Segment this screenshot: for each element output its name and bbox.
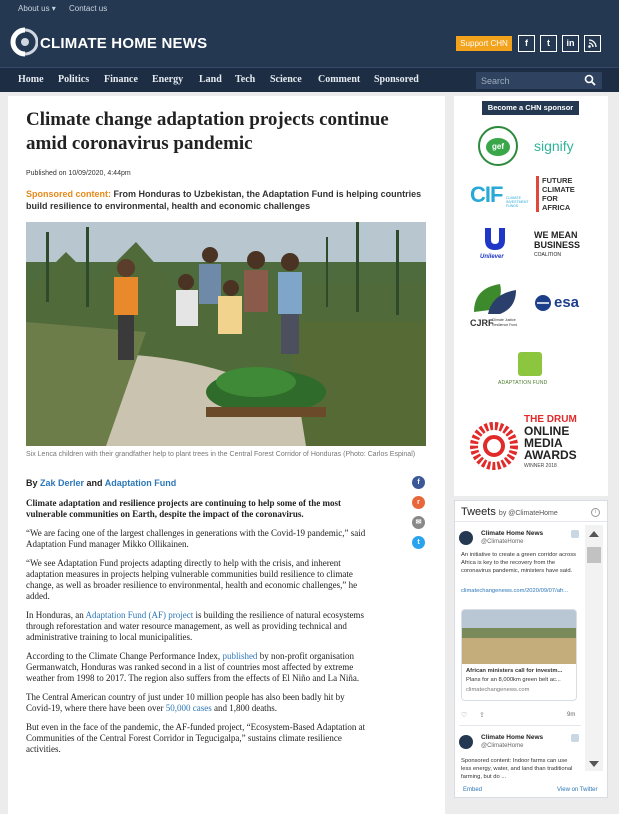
tweet-time[interactable]: 9m [567, 712, 576, 718]
cif-sub: CLIMATE INVESTMENT FUNDS [506, 196, 529, 208]
nav-tech[interactable]: Tech [235, 74, 256, 85]
embed-link[interactable]: Embed [463, 787, 483, 793]
tweet-text: Sponsored content: Indoor farms can use less energy, water, and land than traditional farming, but do ... [461, 758, 573, 780]
twitter-bird-icon [571, 530, 579, 538]
gef-text: gef [486, 138, 510, 156]
nav-finance[interactable]: Finance [104, 74, 138, 85]
site-header [0, 19, 619, 67]
divider [455, 521, 607, 522]
facebook-icon[interactable]: f [518, 35, 535, 52]
text-span: In Honduras, an [26, 610, 86, 620]
tweet-text: An initiative to create a green corridor across Africa is key to the recovery from the coronavirus pandemic, ministers have said. [461, 552, 577, 574]
tweet-list[interactable] [459, 525, 581, 791]
article-photo [26, 222, 426, 446]
wmb-text: WE MEAN BUSINESS [534, 230, 581, 250]
fcfa-bar [536, 176, 539, 212]
tweets-by: by [498, 510, 509, 517]
card-image [462, 610, 577, 664]
drum-winner: WINNER 2018 [524, 463, 557, 469]
tweet-card[interactable] [461, 609, 577, 701]
tweet-author[interactable]: Climate Home News [481, 734, 544, 741]
af-project-link[interactable]: Adaptation Fund (AF) project [85, 610, 194, 620]
tweet-handle[interactable]: @ClimateHome [481, 539, 524, 545]
card-domain: climatechangenews.com [466, 687, 530, 693]
text-span: The Central American country of just under 10 million people has also been badly hit by Covid-19, where there have been over [26, 692, 345, 713]
article-paragraph: “We see Adaptation Fund projects adapting directly to help with the crisis, and inherent adaptation measures in projects helping vulnerable communities build resilience to climate change, as well as broader resilience to environmental, health and economic challenges,” he added. [26, 558, 358, 601]
card-title: African ministers call for investm... [466, 668, 563, 674]
drum-award-logo[interactable] [468, 414, 598, 480]
fcfa-text: FUTURE CLIMATE FOR AFRICA [542, 176, 575, 212]
scroll-up-icon[interactable] [589, 531, 599, 537]
adaptation-fund-logo[interactable] [498, 352, 568, 392]
drum-line3: AWARDS [524, 448, 577, 462]
author-link-zak-derler[interactable]: Zak Derler [40, 478, 85, 488]
article-title: Climate change adaptation projects continue amid coronavirus pandemic [26, 109, 389, 154]
nav-energy[interactable]: Energy [152, 74, 184, 85]
contact-us-link[interactable]: Contact us [69, 4, 108, 13]
signify-logo[interactable]: signify [534, 138, 574, 154]
article [8, 96, 445, 814]
unilever-u-icon [482, 226, 508, 252]
cjrf-leaf-icon [470, 280, 520, 316]
nav-science[interactable]: Science [270, 74, 302, 85]
share-twitter-icon[interactable]: t [412, 536, 425, 549]
rss-icon[interactable] [584, 35, 601, 52]
share-icon[interactable]: ⇪ [479, 712, 485, 719]
info-icon[interactable]: i [591, 508, 600, 517]
drum-line1: ONLINE [524, 424, 570, 438]
tweet-author[interactable]: Climate Home News [481, 530, 544, 537]
byline-prefix: By [26, 478, 41, 488]
tweets-title: Tweets [461, 506, 496, 518]
af-text: ADAPTATION FUND [498, 380, 548, 386]
divider [459, 725, 581, 726]
nav-politics[interactable]: Politics [58, 74, 90, 85]
tweet-scrollbar[interactable] [585, 525, 603, 771]
view-on-twitter-link[interactable]: View on Twitter [557, 787, 598, 793]
support-chn-button[interactable]: Support CHN [456, 36, 512, 51]
af-leaf-icon [518, 352, 542, 376]
article-lead: Climate adaptation and resilience projects are continuing to help some of the most vulnerable communities on Earth, despite the impact of the coronavirus. [26, 498, 341, 519]
top-utility-bar [0, 0, 619, 19]
card-text: Plans for an 8,000km green belt ac... [466, 677, 561, 683]
text-span: is building the resilience of natural ecosystems through reforestation and water resource management, as well as providing technical and administrative training to local municipalities. [26, 610, 364, 642]
published-date: Published on 10/09/2020, 4:44pm [26, 170, 131, 177]
become-sponsor-button[interactable]: Become a CHN sponsor [482, 101, 579, 115]
share-reddit-icon[interactable]: r [412, 496, 425, 509]
scroll-down-icon[interactable] [589, 761, 599, 767]
esa-text: esa [554, 294, 580, 311]
avatar[interactable] [459, 531, 473, 545]
cif-text: CIF [470, 182, 503, 207]
standfirst-text: From Honduras to Uzbekistan, the Adaptation Fund is helping countries build resilience to environmental, health and economic challenges [26, 189, 422, 211]
avatar[interactable] [459, 735, 473, 749]
drum-title: THE DRUM [524, 414, 577, 425]
twitter-icon[interactable]: t [540, 35, 557, 52]
like-icon[interactable]: ♡ [461, 712, 468, 719]
search-icon[interactable] [584, 74, 596, 86]
linkedin-icon[interactable]: in [562, 35, 579, 52]
article-paragraph: But even in the face of the pandemic, the AF-funded project, “Ecosystem-Based Adaptation at Communities of the Central Forest Corridor in Tegucigalpa,” sustains climate resilience activities. [26, 722, 366, 754]
tweets-header [461, 506, 558, 518]
share-facebook-icon[interactable]: f [412, 476, 425, 489]
article-body [26, 498, 371, 763]
tweets-handle-link[interactable]: @ClimateHome [508, 510, 558, 517]
author-link-adaptation-fund[interactable]: Adaptation Fund [104, 478, 177, 488]
twitter-bird-icon [571, 734, 579, 742]
wmb-sub: COALITION [534, 252, 561, 258]
wmb-logo[interactable] [534, 230, 598, 258]
cjrf-logo[interactable] [470, 280, 530, 336]
article-paragraph [26, 610, 371, 643]
nav-sponsored[interactable]: Sponsored [374, 74, 419, 85]
nav-home[interactable]: Home [18, 74, 44, 85]
about-us-link[interactable]: About us ▾ [18, 4, 56, 13]
share-email-icon[interactable]: ✉ [412, 516, 425, 529]
scroll-thumb[interactable] [587, 547, 601, 563]
cjrf-sub: Climate Justice Resilience Fund [492, 318, 518, 327]
byline [26, 478, 176, 488]
drum-line2: MEDIA [524, 436, 563, 450]
twitter-widget [454, 500, 608, 798]
photo-caption: Six Lenca children with their grandfather help to plant trees in the Central Forest Corridor of Honduras (Photo: Carlos Espinal) [26, 451, 416, 458]
tweet-handle[interactable]: @ClimateHome [481, 743, 524, 749]
unilever-text: Unilever [480, 254, 504, 260]
main-nav [0, 67, 619, 92]
sponsored-label: Sponsored content: [26, 189, 111, 199]
nav-land[interactable]: Land [199, 74, 222, 85]
sponsor-sidebar [454, 96, 608, 496]
byline-and: and [84, 478, 105, 488]
article-paragraph [26, 651, 371, 684]
standfirst [26, 188, 426, 212]
site-name[interactable]: CLIMATE HOME NEWS [40, 35, 208, 52]
cjrf-text: CJRF [470, 318, 494, 328]
text-span: and 1,800 deaths. [211, 703, 277, 713]
nav-comment[interactable]: Comment [318, 74, 361, 85]
text-span: by non-profit organisation Germanwatch, Honduras was ranked second in a list of countries most affected by extreme weather from 1998 to 2017. The region also suffers from the effects of El Niño and La Niña. [26, 651, 360, 683]
cases-link[interactable]: 50,000 cases [165, 703, 212, 713]
text-span: According to the Climate Change Performance Index, [26, 651, 223, 661]
unilever-logo[interactable] [480, 226, 508, 260]
esa-globe-icon [534, 294, 552, 312]
article-paragraph [26, 692, 371, 714]
drum-ring-icon [468, 420, 520, 472]
chn-logo-icon[interactable] [10, 27, 38, 57]
published-link[interactable]: published [222, 651, 258, 661]
article-paragraph: “We are facing one of the largest challenges in generations with the Covid-19 pandemic,” said Adaptation Fund manager Mikko Ollikainen. [26, 528, 366, 549]
gef-logo[interactable] [478, 126, 518, 166]
tweet-link[interactable]: climatechangenews.com/2020/09/07/afr... [461, 588, 568, 594]
cif-logo[interactable] [470, 182, 529, 208]
